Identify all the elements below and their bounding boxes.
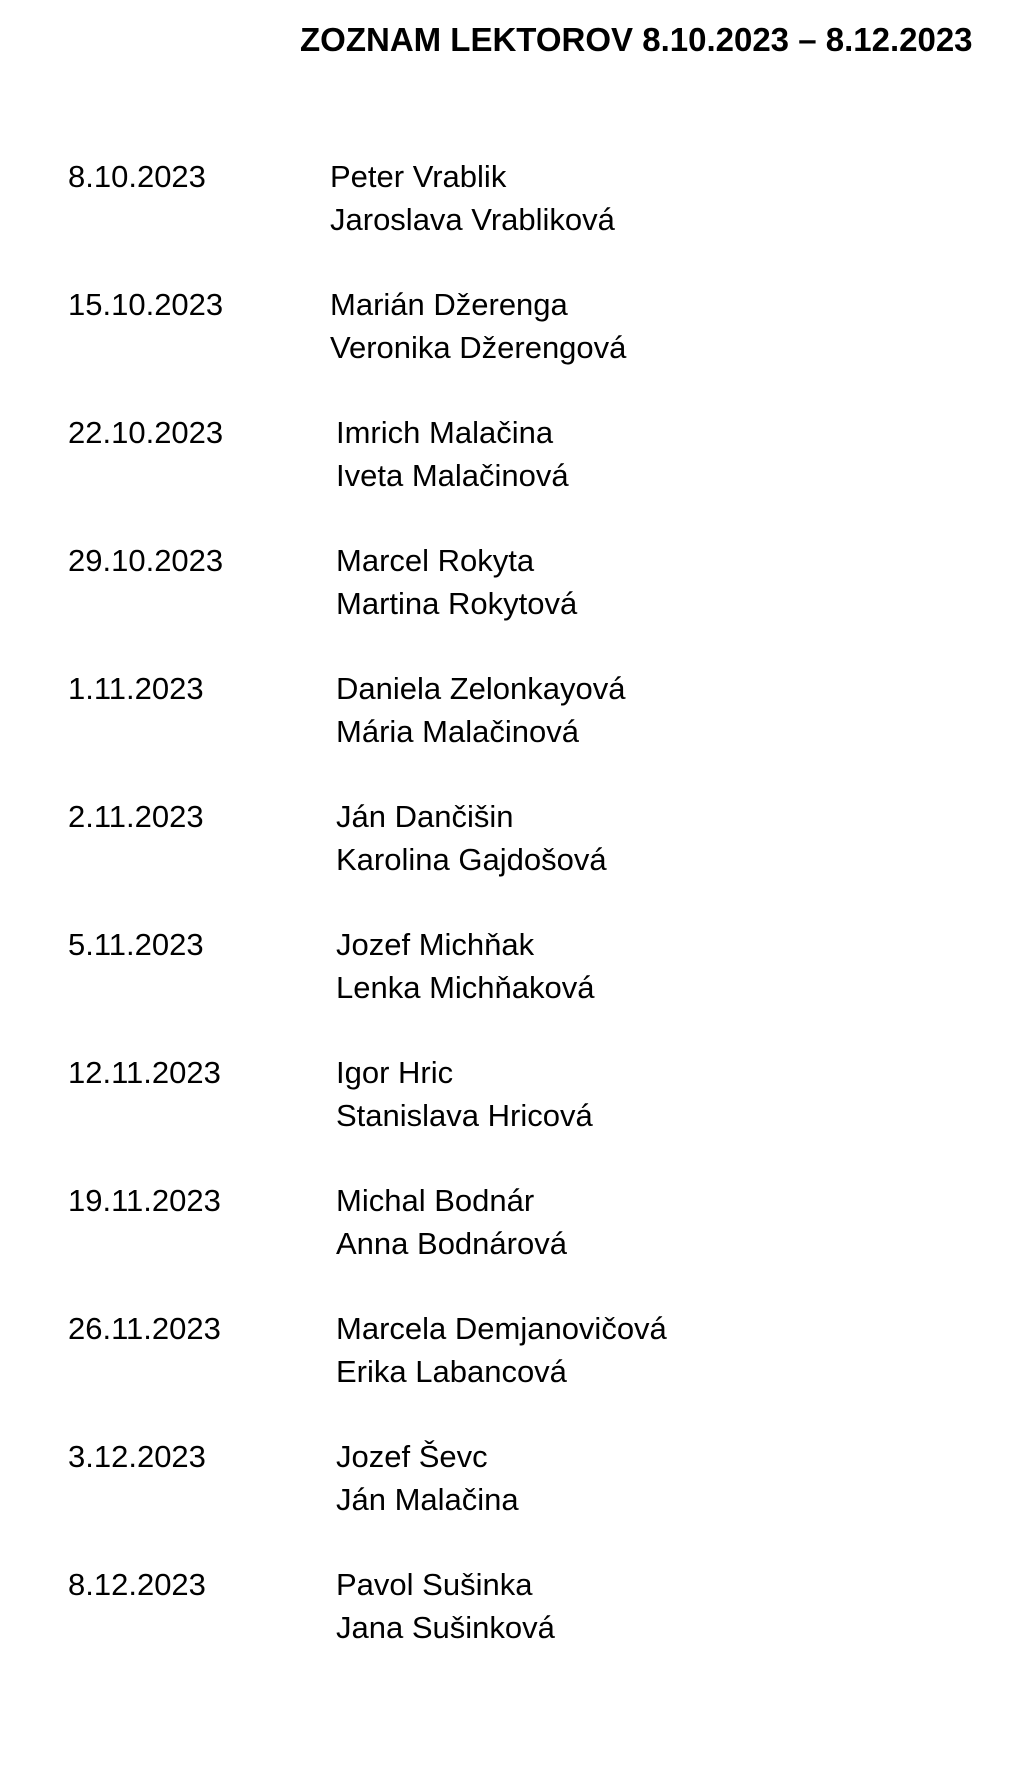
entry-lectors [336,539,577,625]
lector-schedule-list [68,155,981,1691]
lector-name: Daniela Zelonkayová [336,671,626,706]
lector-name: Lenka Michňaková [336,970,595,1005]
schedule-entry [68,667,981,795]
schedule-entry [68,923,981,1051]
schedule-entry [68,411,981,539]
schedule-entry [68,1563,981,1691]
lector-name: Anna Bodnárová [336,1226,567,1261]
lector-name: Jozef Michňak [336,927,535,962]
schedule-entry [68,1051,981,1179]
lector-name: Pavol Sušinka [336,1567,533,1602]
lector-name: Marcel Rokyta [336,543,535,578]
lector-name: Mária Malačinová [336,714,579,749]
schedule-entry [68,795,981,923]
entry-date: 26.11.2023 [68,1311,221,1346]
lector-name: Stanislava Hricová [336,1098,593,1133]
schedule-entry [68,1179,981,1307]
lector-name: Ján Dančišin [336,799,514,834]
entry-date: 5.11.2023 [68,927,204,962]
entry-date: 12.11.2023 [68,1055,221,1090]
entry-date: 8.12.2023 [68,1567,206,1602]
lector-name: Peter Vrablik [330,159,507,194]
entry-date: 22.10.2023 [68,415,224,450]
lector-name: Imrich Malačina [336,415,554,450]
lector-name: Erika Labancová [336,1354,567,1389]
entry-date: 2.11.2023 [68,799,204,834]
lector-name: Michal Bodnár [336,1183,535,1218]
lector-name: Marcela Demjanovičová [336,1311,667,1346]
schedule-entry [68,539,981,667]
document-title: ZOZNAM LEKTOROV 8.10.2023 – 8.12.2023 [300,21,973,58]
entry-lectors [336,1051,593,1137]
schedule-entry [68,283,981,411]
entry-date: 8.10.2023 [68,159,206,194]
entry-date: 3.12.2023 [68,1439,206,1474]
lector-name: Ján Malačina [336,1482,519,1517]
entry-date: 1.11.2023 [68,671,204,706]
entry-date: 19.11.2023 [68,1183,221,1218]
lector-name: Igor Hric [336,1055,454,1090]
entry-lectors [336,411,569,497]
schedule-entry [68,1435,981,1563]
schedule-entry [68,155,981,283]
entry-date: 29.10.2023 [68,543,224,578]
lector-name: Jana Sušinková [336,1610,555,1645]
entry-lectors [336,923,595,1009]
entry-date: 15.10.2023 [68,287,224,322]
entry-lectors [336,1179,567,1265]
lector-name: Marián Džerenga [330,287,568,322]
entry-lectors [336,1563,555,1649]
lector-name: Martina Rokytová [336,586,578,621]
entry-lectors [330,155,615,241]
entry-lectors [336,795,607,881]
entry-lectors [336,1307,667,1393]
lector-name: Jaroslava Vrabliková [330,202,615,237]
lector-name: Jozef Ševc [336,1439,488,1474]
schedule-entry [68,1307,981,1435]
entry-lectors [336,667,626,753]
entry-lectors [330,283,626,369]
lector-name: Veronika Džerengová [330,330,627,365]
entry-lectors [336,1435,519,1521]
lector-name: Iveta Malačinová [336,458,569,493]
lector-name: Karolina Gajdošová [336,842,607,877]
